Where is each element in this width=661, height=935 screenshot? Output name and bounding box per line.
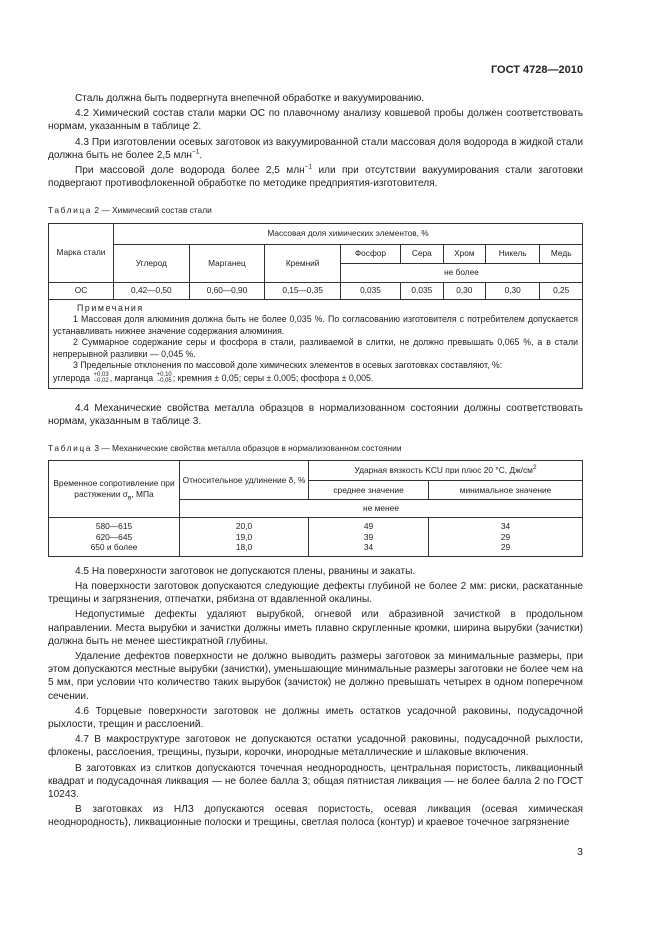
paragraph-text: подвергают противофлокенной обработке по методике предприятия-изготовителя. [48, 178, 438, 190]
header-element: Медь [540, 244, 583, 263]
paragraph-text: или при отсутствии вакуумирования стали заготовки [312, 165, 583, 177]
tolerance [157, 372, 172, 385]
header-text: Ударная вязкость KCU при плюс 20 °С, Дж/см [354, 465, 533, 476]
cell-line: 650 и более [90, 542, 138, 553]
header-impact [309, 461, 583, 481]
header-group: Массовая доля химических элементов, % [114, 223, 583, 244]
cell-line: 49 [363, 521, 374, 532]
paragraph [48, 136, 583, 162]
document-code: ГОСТ 4728—2010 [490, 64, 583, 76]
paragraph: В заготовках из НЛЗ допускаются осевая пористость, осевая ликвация (осевая химическая неоднородность), ликвационные полоски и трещины, светлая полоса (контур) и краевое точечное загрязнение [48, 804, 583, 829]
header-element: Хром [443, 244, 485, 263]
header-element: Углерод [114, 244, 190, 282]
cell-value: 0,25 [540, 282, 583, 299]
header-not-less: не менее [180, 500, 583, 518]
paragraph: 4.6 Торцевые поверхности заготовок не должны иметь остатков усадочной раковины, подусадочной рыхлости, трещин и расслоений. [48, 705, 583, 730]
cell-value: 0,30 [485, 282, 540, 299]
caption-label: Таблица [48, 205, 93, 216]
tolerance-upper: +0,03 [93, 371, 109, 378]
cell-value: 0,60—0,90 [189, 282, 265, 299]
superscript: 2 [532, 464, 537, 472]
tolerance-lower: −0,02 [93, 378, 109, 385]
cell-line: 20,0 [235, 521, 253, 532]
caption-label: Таблица [48, 443, 93, 454]
table-3-caption [48, 442, 583, 455]
cell-line: 620—645 [95, 531, 133, 542]
header-strength [49, 461, 180, 518]
table-2-notes [48, 300, 583, 389]
cell-value: 0,15—0,35 [265, 282, 341, 299]
tolerance [94, 372, 109, 385]
page-body [48, 92, 583, 832]
cell-line: 29 [500, 542, 511, 553]
cell-value: 0,035 [340, 282, 400, 299]
note: 1 Массовая доля алюминия должна быть не более 0,035 %. По согласованию изготовителя с потребителем допускается устанавливать нижнее значение содержания алюминия. [53, 314, 578, 336]
cell-value: 0,42—0,50 [114, 282, 190, 299]
note-text: ; кремния ± 0,05; серы ± 0,005; фосфора ± 0,005. [172, 372, 374, 383]
header-minimum: минимальное значение [429, 481, 583, 500]
cell-grade: ОС [49, 282, 114, 299]
caption-text: 2 — Химический состав стали [94, 205, 212, 216]
superscript: −1 [304, 163, 313, 171]
paragraph-text: . [199, 149, 203, 161]
cell-elongation [180, 518, 309, 556]
page-number: 3 [577, 846, 583, 858]
table-2-caption [48, 204, 583, 217]
paragraph: 4.7 В макроструктуре заготовок не допускаются остатки усадочной раковины, подусадочной рыхлости, флокены, расслоения, трещины, пузыри, корочки, инородные металлические и шлаковые включения. [48, 734, 583, 759]
cell-value: 0,035 [400, 282, 443, 299]
cell-line: 39 [363, 531, 374, 542]
caption-text: 3 — Механические свойства металла образцов в нормализованном состоянии [94, 443, 402, 454]
header-element: Сера [400, 244, 443, 263]
paragraph: 4.4 Механические свойства металла образцов в нормализованном состоянии должны соответствовать нормам, указанным в таблице 3. [48, 402, 583, 427]
header-element: Кремний [265, 244, 341, 282]
table-2 [48, 223, 583, 300]
note-text: , марганца [109, 372, 154, 383]
header-text: Временное сопротивление при растяжении σ [53, 478, 175, 500]
table-bottom-rule [48, 556, 583, 557]
cell-minimum [429, 518, 583, 556]
notes-title: Примечания [77, 302, 144, 313]
header-text: , МПа [131, 489, 154, 500]
tolerance-lower: −0,05 [156, 378, 172, 385]
table-row [49, 518, 583, 556]
paragraph: Недопустимые дефекты удаляют вырубкой, огневой или абразивной зачисткой в продольном направлении. Места вырубки и зачистки должны иметь плавно скругленные кромки, ширина вырубки (зачистки) должна быть не менее шестикратной глубины. [48, 609, 583, 647]
superscript: −1 [191, 148, 200, 156]
cell-average [309, 518, 429, 556]
header-element: Марганец [189, 244, 265, 282]
header-elongation: Относительное удлинение δ, % [180, 461, 309, 500]
paragraph: В заготовках из слитков допускаются точечная неоднородность, центральная пористость, ликвационный квадрат и подусадочная ликвация — не более балла 3; общая пятнистая ликвация — не более балла 2 по ГОСТ 10243. [48, 762, 583, 800]
header-element: Фосфор [340, 244, 400, 263]
tolerance-upper: +0,10 [156, 371, 172, 378]
paragraph: Сталь должна быть подвергнута внепечной обработке и вакуумированию. [75, 93, 425, 104]
cell-line: 580—615 [95, 521, 133, 532]
header-not-more: не более [340, 263, 582, 282]
note: 3 Предельные отклонения по массовой доле химических элементов в осевых заготовках составляют, %: [73, 360, 503, 371]
subscript: в [127, 494, 132, 502]
cell-strength [49, 518, 180, 556]
header-element: Никель [485, 244, 540, 263]
note-continuation [53, 372, 578, 385]
paragraph-text: 4.3 При изготовлении осевых заготовок из вакуумированной стали массовая доля водорода в жидкой стали должна быть не более 2,5 млн [48, 136, 583, 161]
note-text: углерода [53, 372, 91, 383]
header-average: среднее значение [309, 481, 429, 500]
header-grade: Марка стали [49, 223, 114, 282]
cell-line: 29 [500, 531, 511, 542]
table-3 [48, 460, 583, 556]
cell-line: 18,0 [235, 542, 253, 553]
paragraph: На поверхности заготовок допускаются следующие дефекты глубиной не более 2 мм: риски, раскатанные трещины и загрязнения, отпечатки, рябизна от вдавленной окалины. [48, 580, 583, 606]
cell-line: 19,0 [235, 531, 253, 542]
paragraph-text: При массовой доле водорода более 2,5 млн [75, 165, 305, 177]
paragraph: 4.2 Химический состав стали марки ОС по плавочному анализу ковшевой пробы должен соответствовать нормам, указанным в таблице 2. [48, 108, 583, 133]
cell-line: 34 [500, 521, 511, 532]
cell-line: 34 [363, 542, 374, 553]
paragraph [48, 164, 583, 190]
paragraph: 4.5 На поверхности заготовок не допускаются плены, рванины и закаты. [75, 565, 416, 577]
paragraph: Удаление дефектов поверхности не должно выводить размеры заготовок за минимальные размеры, при этом допускаются местные вырубки (зачистки), уменьшающие минимальные размеры заготовки не более чем на 5 мм, при условии что количество таких вырубок (зачисток) не должно превышать четырех в одном поперечном сечении. [48, 650, 583, 702]
note: 2 Суммарное содержание серы и фосфора в стали, разливаемой в слитки, не должно превышать 0,065 %, а в стали непрерывной разливки — 0,045 %. [53, 337, 578, 359]
cell-value: 0,30 [443, 282, 485, 299]
